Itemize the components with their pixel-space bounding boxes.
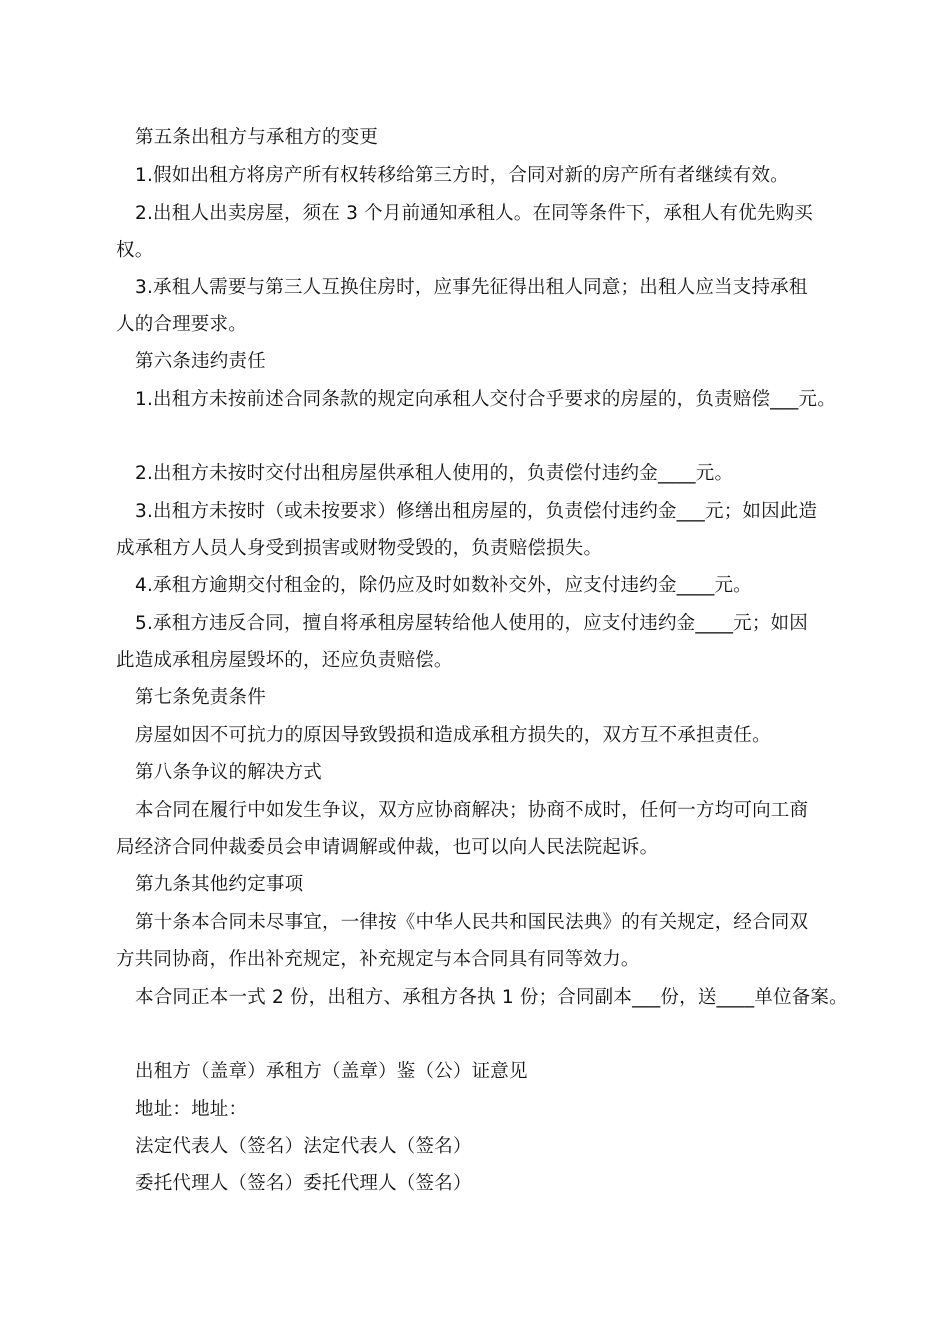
article-8-body: 本合同在履行中如发生争议，双方应协商解决；协商不成时，任何一方均可向工商: [135, 800, 809, 821]
article-5-item-3: 3.承租人需要与第三人互换住房时，应事先征得出租人同意；出租人应当支持承租: [135, 277, 808, 298]
article-5-item-2-cont: 权。: [116, 240, 154, 261]
article-6-item-3-cont: 成承租方人员人身受到损害或财物受毁的，负责赔偿损失。: [116, 538, 603, 559]
article-7-body: 房屋如因不可抗力的原因导致毁损和造成承租方损失的，双方互不承担责任。: [135, 725, 771, 746]
article-5-item-3-cont: 人的合理要求。: [116, 314, 247, 335]
article-8-body-cont: 局经济合同仲裁委员会申请调解或仲裁，也可以向人民法院起诉。: [116, 837, 659, 858]
article-5-item-1: 1.假如出租方将房产所有权转移给第三方时，合同对新的房产所有者继续有效。: [135, 165, 789, 186]
article-6-item-1: 1.出租方未按前述合同条款的规定向承租人交付合乎要求的房屋的，负责赔偿___元。: [135, 389, 836, 410]
article-7-heading: 第七条免责条件: [135, 687, 266, 708]
article-6-item-4: 4.承租方逾期交付租金的，除仍应及时如数补交外，应支付违约金____元。: [135, 575, 752, 596]
signature-agent: 委托代理人（签名）委托代理人（签名）: [135, 1173, 472, 1194]
article-6-heading: 第六条违约责任: [135, 351, 266, 372]
article-10-body-cont: 方共同协商，作出补充规定，补充规定与本合同具有同等效力。: [116, 949, 640, 970]
article-6-item-5: 5.承租方违反合同，擅自将承租房屋转给他人使用的，应支付违约金____元；如因: [135, 613, 808, 634]
article-8-heading: 第八条争议的解决方式: [135, 762, 323, 783]
signature-address: 地址：地址：: [135, 1099, 248, 1120]
article-5-item-2: 2.出租人出卖房屋，须在 3 个月前通知承租人。在同等条件下，承租人有优先购买: [135, 203, 813, 224]
article-10-body: 第十条本合同未尽事宜，一律按《中华人民共和国民法典》的有关规定，经合同双: [135, 912, 809, 933]
article-6-item-3: 3.出租方未按时（或未按要求）修缮出租房屋的，负责偿付违约金___元；如因此造: [135, 501, 818, 522]
article-6-item-2: 2.出租方未按时交付出租房屋供承租人使用的，负责偿付违约金____元。: [135, 463, 734, 484]
signature-parties: 出租方（盖章）承租方（盖章）鉴（公）证意见: [135, 1061, 528, 1082]
signature-legal-rep: 法定代表人（签名）法定代表人（签名）: [135, 1136, 472, 1157]
article-5-heading: 第五条出租方与承租方的变更: [135, 127, 379, 148]
article-9-heading: 第九条其他约定事项: [135, 874, 304, 895]
copies-clause: 本合同正本一式 2 份，出租方、承租方各执 1 份；合同副本___份，送____单位备案。: [135, 987, 848, 1008]
article-6-item-5-cont: 此造成承租房屋毁坏的，还应负责赔偿。: [116, 650, 453, 671]
